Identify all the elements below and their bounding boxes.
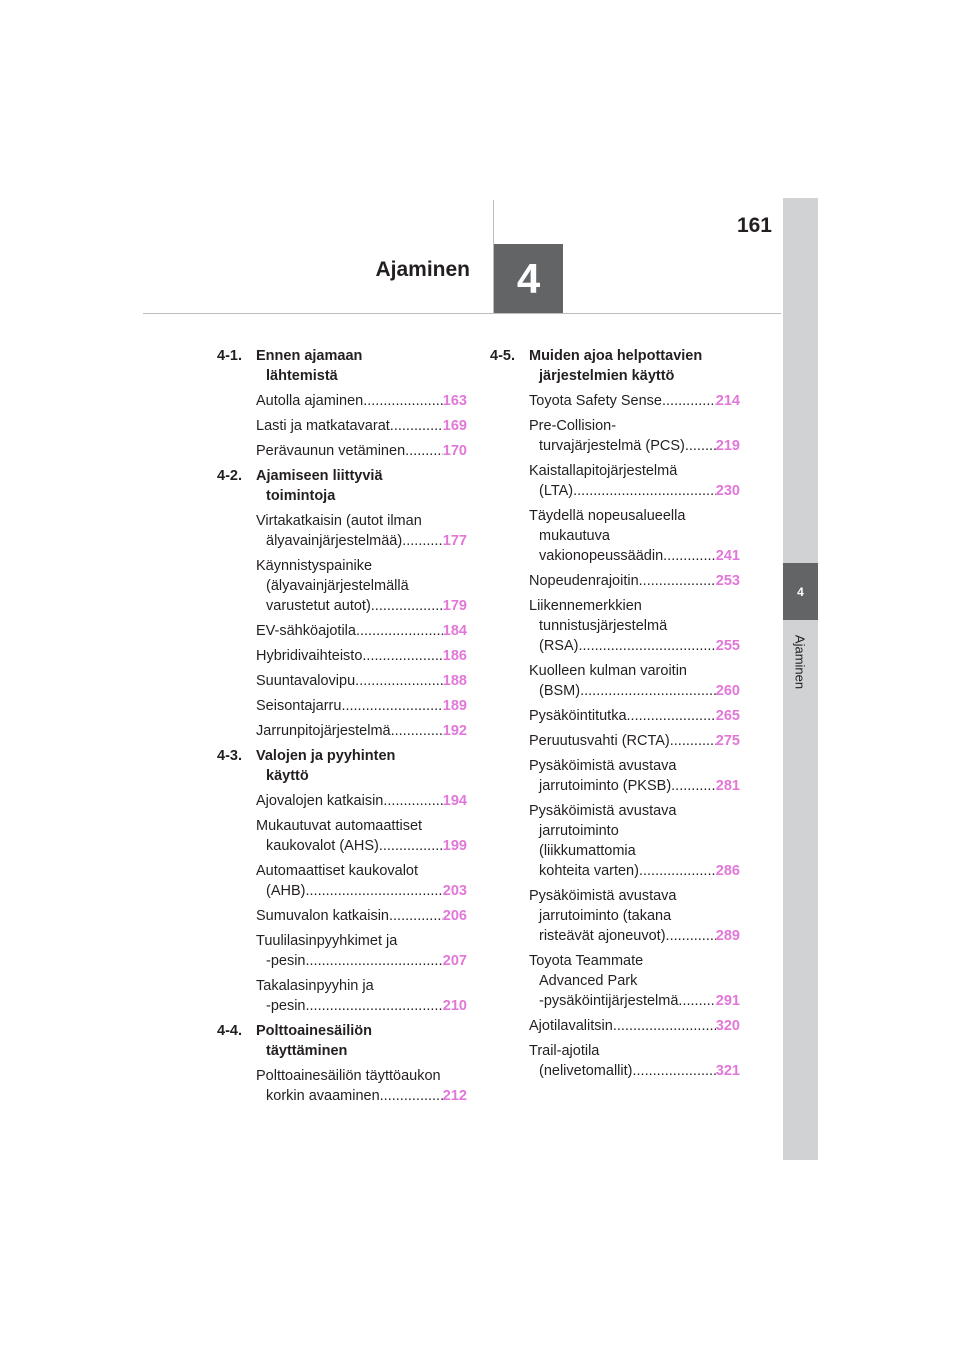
toc-page-link[interactable]: 281 [715,778,740,794]
toc-section-heading [217,1021,467,1061]
toc-entry-text: mukautuva [539,528,610,544]
toc-page-link[interactable]: 189 [442,698,467,714]
toc-entry-text: Mukautuvat automaattiset [256,818,423,834]
dot-leader [639,571,716,591]
toc-entry-text: varustetut autot) [266,598,371,614]
toc-entry[interactable] [490,756,740,796]
toc-page-link[interactable]: 194 [442,793,467,809]
dot-leader [627,706,716,726]
toc-entry-text: -pysäköintijärjestelmä [539,993,679,1009]
dot-leader [685,436,716,456]
toc-entry-line [529,481,740,501]
dot-leader [671,776,716,796]
dot-leader [666,926,716,946]
toc-entry[interactable] [490,661,740,701]
toc-entry-text: Tuulilasinpyyhkimet ja [256,933,398,949]
toc-entry-text: jarrutoiminto [539,823,619,839]
toc-entry[interactable] [217,1066,467,1106]
toc-entry-text: kaukovalot (AHS) [266,838,379,854]
chapter-number-box [494,244,563,313]
toc-entry-line [256,391,467,411]
dot-leader [363,391,443,411]
toc-entry[interactable] [490,706,740,726]
toc-section-title: käyttö [266,768,309,784]
toc-entry-line [256,996,467,1016]
toc-page-link[interactable]: 192 [442,723,467,739]
toc-entry-text: EV-sähköajotila [256,623,356,639]
toc-page-link[interactable]: 286 [715,863,740,879]
toc-section-heading [490,346,740,386]
toc-entry[interactable] [490,596,740,656]
side-tab-label: Ajaminen [792,634,808,690]
toc-page-link[interactable]: 253 [715,573,740,589]
toc-entry-text: risteävät ajoneuvot) [539,928,666,944]
toc-page-link[interactable]: 206 [442,908,467,924]
toc-page-link[interactable]: 255 [715,638,740,654]
toc-entry-text: Advanced Park [539,973,638,989]
toc-entry[interactable] [490,1041,740,1081]
toc-entry[interactable] [217,621,467,641]
toc-page-link[interactable]: 275 [715,733,740,749]
toc-entry[interactable] [490,506,740,566]
toc-entry[interactable] [217,441,467,461]
toc-entry-line [529,1016,740,1036]
toc-entry[interactable] [217,391,467,411]
toc-page-link[interactable]: 230 [715,483,740,499]
toc-entry[interactable] [490,416,740,456]
toc-entry-text: Seisontajarru [256,698,342,714]
dot-leader [305,881,442,901]
toc-entry-line [256,696,467,716]
toc-column-right [490,346,740,1086]
dot-leader [371,596,443,616]
toc-page-link[interactable]: 186 [442,648,467,664]
toc-page-link[interactable]: 188 [442,673,467,689]
toc-section-heading [217,746,467,786]
toc-page-link[interactable]: 260 [715,683,740,699]
toc-entry-text: Hybridivaihteisto [256,648,363,664]
toc-entry[interactable] [217,511,467,551]
toc-entry-text: Ajovalojen katkaisin [256,793,384,809]
toc-entry-text: Käynnistyspainike [256,558,373,574]
toc-section-number: 4-4. [217,1023,242,1039]
toc-entry[interactable] [217,906,467,926]
toc-entry-line [529,1061,740,1081]
toc-page-link[interactable]: 184 [442,623,467,639]
toc-entry-text: älyavainjärjestelmää) [266,533,403,549]
toc-column-left [217,346,467,1111]
toc-entry[interactable] [490,731,740,751]
toc-page-link[interactable]: 241 [715,548,740,564]
toc-entry-text: Lasti ja matkatavarat [256,418,390,434]
toc-entry-line [256,416,467,436]
toc-page-link[interactable]: 169 [442,418,467,434]
toc-entry-text: Pre-Collision- [529,418,617,434]
toc-entry-text: Kuolleen kulman varoitin [529,663,687,679]
toc-entry-text: Ajotilavalitsin [529,1018,613,1034]
dot-leader [639,861,716,881]
toc-page-link[interactable]: 289 [715,928,740,944]
toc-page-link[interactable]: 203 [442,883,467,899]
toc-page-link[interactable]: 177 [442,533,467,549]
toc-entry-text: jarrutoiminto (PKSB) [539,778,672,794]
toc-entry-line [256,791,467,811]
toc-entry-line [256,441,467,461]
toc-section-number: 4-2. [217,468,242,484]
toc-entry-line [529,546,740,566]
toc-entry-text: Suuntavalovipu [256,673,356,689]
dot-leader [383,791,442,811]
toc-page-link[interactable]: 291 [715,993,740,1009]
toc-entry-text: Pysäköimistä avustava [529,758,677,774]
toc-entry-text: Polttoainesäiliön täyttöaukon [256,1068,441,1084]
dot-leader [405,441,443,461]
dot-leader [573,481,716,501]
dot-leader [379,836,443,856]
dot-leader [663,546,716,566]
toc-entry[interactable] [490,391,740,411]
toc-section-title: Ajamiseen liittyviä [256,468,383,484]
toc-entry[interactable] [217,816,467,856]
toc-entry-text: Peruutusvahti (RCTA) [529,733,670,749]
toc-section-title: Muiden ajoa helpottavien [529,348,703,364]
toc-entry[interactable] [217,976,467,1016]
toc-entry-line [529,681,740,701]
toc-entry-text: vakionopeussäädin [539,548,664,564]
toc-section-number: 4-3. [217,748,242,764]
toc-page-link[interactable]: 219 [715,438,740,454]
toc-entry[interactable] [490,951,740,1011]
toc-entry-text: jarrutoiminto (takana [539,908,672,924]
toc-entry[interactable] [217,721,467,741]
toc-section-title: toimintoja [266,488,336,504]
toc-entry-line [529,731,740,751]
header-divider-horizontal [143,313,781,314]
toc-entry-text: Autolla ajaminen [256,393,364,409]
toc-entry-text: (AHB) [266,883,306,899]
toc-entry-text: Virtakatkaisin (autot ilman [256,513,422,529]
toc-section-number: 4-5. [490,348,515,364]
toc-section-heading [217,346,467,386]
toc-entry-text: Takalasinpyyhin ja [256,978,374,994]
toc-entry-text: tunnistusjärjestelmä [539,618,668,634]
toc-entry-text: (älyavainjärjestelmällä [266,578,409,594]
dot-leader [362,646,442,666]
toc-entry-text: Toyota Teammate [529,953,644,969]
toc-entry-line [256,721,467,741]
toc-entry-line [256,836,467,856]
side-tab-number: 4 [797,584,804,599]
toc-entry-line [529,706,740,726]
toc-page-link[interactable]: 210 [442,998,467,1014]
toc-entry[interactable] [217,646,467,666]
dot-leader [632,1061,715,1081]
toc-entry-text: Automaattiset kaukovalot [256,863,419,879]
toc-entry-line [256,906,467,926]
dot-leader [391,721,443,741]
toc-entry-line [256,671,467,691]
toc-page-link[interactable]: 212 [442,1088,467,1104]
toc-entry-text: -pesin [266,998,306,1014]
toc-entry-line [529,991,740,1011]
dot-leader [613,1016,716,1036]
toc-entry-text: Jarrunpitojärjestelmä [256,723,391,739]
dot-leader [306,996,443,1016]
toc-entry-text: (LTA) [539,483,574,499]
dot-leader [341,696,442,716]
toc-entry-text: korkin avaaminen [266,1088,380,1104]
toc-section-title: Polttoainesäiliön [256,1023,373,1039]
toc-entry-text: (RSA) [539,638,579,654]
toc-entry-text: Perävaunun vetäminen [256,443,406,459]
toc-entry-text: Sumuvalon katkaisin [256,908,389,924]
toc-entry-line [529,436,740,456]
toc-entry[interactable] [217,671,467,691]
toc-entry-text: Kaistallapitojärjestelmä [529,463,678,479]
dot-leader [390,416,443,436]
dot-leader [306,951,443,971]
toc-entry-text: Pysäköintitutka [529,708,627,724]
chapter-title: Ajaminen [375,258,470,281]
toc-entry-line [529,776,740,796]
dot-leader [662,391,716,411]
toc-entry-line [529,926,740,946]
toc-entry[interactable] [490,1016,740,1036]
toc-entry-line [256,881,467,901]
dot-leader [355,671,443,691]
toc-entry-text: kohteita varten) [539,863,639,879]
toc-entry-text: turvajärjestelmä (PCS) [539,438,685,454]
toc-entry-text: Liikennemerkkien [529,598,642,614]
toc-entry-line [256,646,467,666]
toc-entry-text: (BSM) [539,683,581,699]
dot-leader [380,1086,443,1106]
toc-entry-line [256,951,467,971]
toc-section-title: Valojen ja pyyhinten [256,748,396,764]
toc-section-title: järjestelmien käyttö [539,368,675,384]
toc-page-link[interactable]: 321 [715,1063,740,1079]
toc-entry-line [256,531,467,551]
toc-page-link[interactable]: 207 [442,953,467,969]
side-tab-number-box[interactable] [783,563,818,620]
toc-entry[interactable] [490,801,740,881]
toc-entry[interactable] [490,571,740,591]
toc-section-title: lähtemistä [266,368,338,384]
page-number: 161 [736,214,772,237]
toc-section-title: täyttäminen [266,1043,348,1059]
toc-entry-text: Pysäköimistä avustava [529,803,677,819]
toc-entry-line [529,391,740,411]
toc-page-link[interactable]: 179 [442,598,467,614]
toc-entry-text: Nopeudenrajoitin [529,573,639,589]
dot-leader [389,906,443,926]
toc-entry[interactable] [217,416,467,436]
toc-entry-line [256,596,467,616]
toc-section-number: 4-1. [217,348,242,364]
dot-leader [580,681,716,701]
dot-leader [578,636,715,656]
toc-entry-line [256,1086,467,1106]
chapter-number: 4 [516,254,541,302]
toc-entry[interactable] [217,861,467,901]
toc-entry[interactable] [217,556,467,616]
toc-entry-line [529,571,740,591]
toc-entry-line [529,636,740,656]
toc-entry[interactable] [490,461,740,501]
dot-leader [670,731,716,751]
toc-entry[interactable] [217,931,467,971]
toc-entry-text: Pysäköimistä avustava [529,888,677,904]
toc-entry-text: (liikkumattomia [539,843,636,859]
toc-page-link[interactable]: 214 [715,393,740,409]
dot-leader [356,621,443,641]
toc-page-link[interactable]: 265 [715,708,740,724]
toc-page-link[interactable]: 163 [442,393,467,409]
toc-page-link[interactable]: 199 [442,838,467,854]
toc-entry-text: Täydellä nopeusalueella [529,508,686,524]
toc-entry[interactable] [490,886,740,946]
toc-entry[interactable] [217,696,467,716]
toc-entry[interactable] [217,791,467,811]
toc-entry-line [529,861,740,881]
toc-entry-line [256,621,467,641]
toc-page-link[interactable]: 320 [715,1018,740,1034]
dot-leader [402,531,443,551]
toc-page-link[interactable]: 170 [442,443,467,459]
toc-entry-text: (nelivetomallit) [539,1063,633,1079]
toc-entry-text: Trail-ajotila [529,1043,600,1059]
toc-entry-text: -pesin [266,953,306,969]
toc-section-heading [217,466,467,506]
toc-entry-text: Toyota Safety Sense [529,393,662,409]
toc-section-title: Ennen ajamaan [256,348,363,364]
dot-leader [678,991,715,1011]
